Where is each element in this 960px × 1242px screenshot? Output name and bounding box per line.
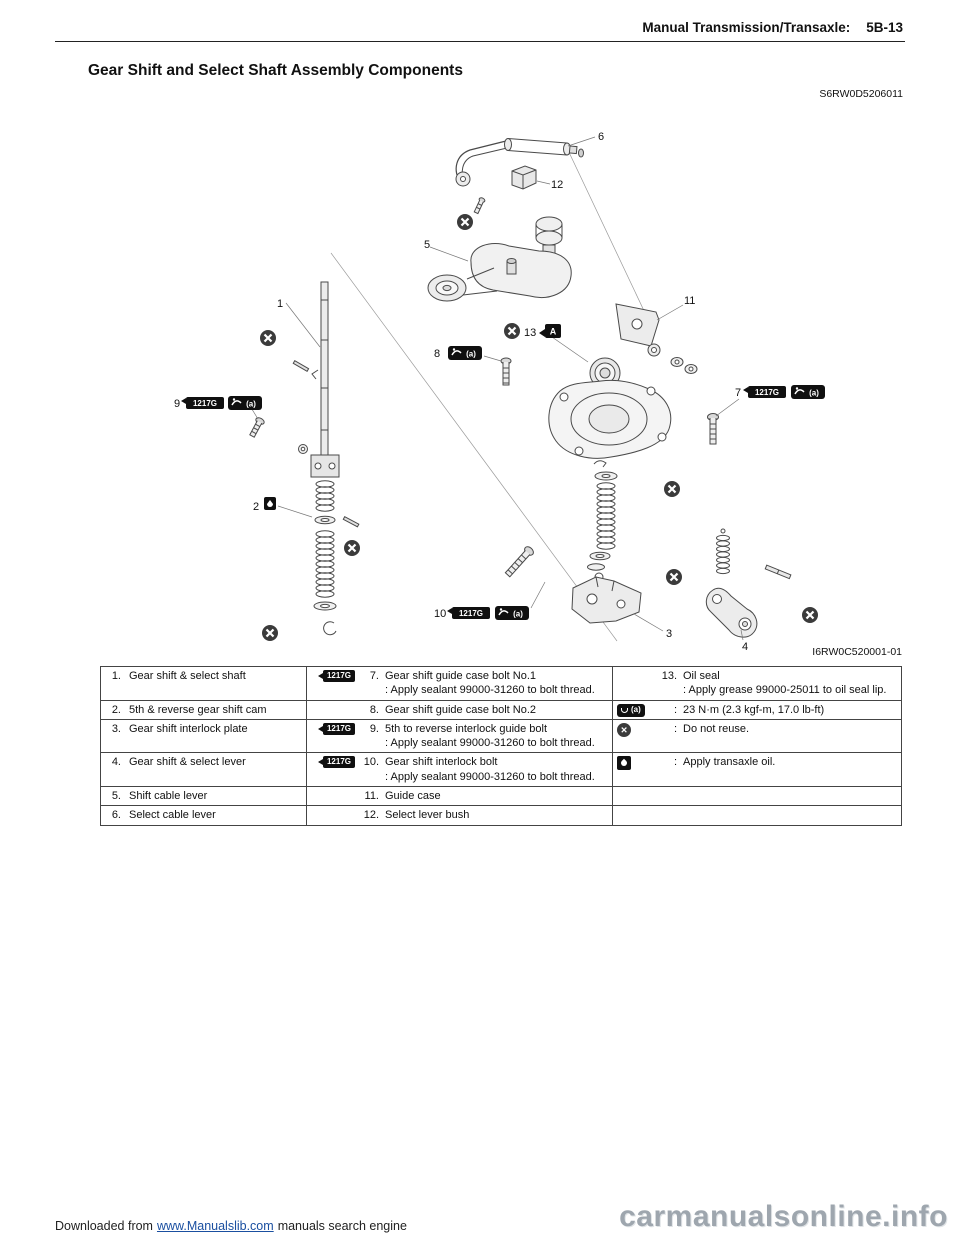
manualslib-link[interactable]: www.Manualslib.com <box>156 1219 274 1233</box>
guide-case-bolt-1 <box>501 358 511 385</box>
parts-table <box>100 666 902 826</box>
item-label: Gear shift & select shaft <box>129 670 246 682</box>
item-number: 8. <box>369 703 379 716</box>
select-lever-bush <box>512 166 536 189</box>
item-number: 3. <box>111 722 121 735</box>
table-row <box>101 752 901 786</box>
item-label: Gear shift & select lever <box>129 756 246 769</box>
transaxle-oil-icon <box>617 756 631 770</box>
interlock-guide-bolt <box>248 416 265 438</box>
item-number: 7. <box>369 670 379 682</box>
guide-case-bolt-2 <box>708 414 719 445</box>
item-label: Gear shift interlock plate <box>129 722 248 735</box>
item-number: 5. <box>111 790 121 803</box>
do-not-reuse-icon <box>666 569 682 585</box>
item-number: 13. <box>661 670 677 682</box>
grease-icon <box>448 346 482 360</box>
callout-6: 6 <box>598 131 605 143</box>
torque-spec: 23 N·m (2.3 kgf-m, 17.0 lb-ft) <box>683 703 825 716</box>
item-note: : Apply sealant 99000-31260 to bolt thread. <box>385 684 595 697</box>
grease-icon <box>228 396 262 410</box>
guide-case <box>549 304 697 458</box>
do-not-reuse-icon <box>457 214 473 230</box>
callout-3: 3 <box>666 628 673 640</box>
item-label: Select lever bush <box>385 809 470 822</box>
detent-spring-assembly <box>588 461 618 581</box>
item-label: Oil seal <box>683 670 720 682</box>
footer-prefix: Downloaded from <box>55 1219 153 1233</box>
gear-shift-select-shaft <box>293 282 339 477</box>
callout-10: 10 <box>434 608 447 620</box>
sealant-icon <box>181 397 224 409</box>
table-row <box>101 667 901 700</box>
shift-cable-lever <box>428 217 571 301</box>
oil-a-icon <box>539 324 561 338</box>
item-label: Select cable lever <box>129 809 216 822</box>
callout-7: 7 <box>735 387 742 399</box>
sealant-label: 1217G <box>326 723 351 733</box>
item-label: 5th to reverse interlock guide bolt <box>385 722 548 735</box>
item-number: 6. <box>111 809 121 822</box>
header-rule <box>55 41 905 42</box>
table-row <box>101 805 901 824</box>
callout-numbers <box>174 131 748 653</box>
small-screw <box>473 197 485 214</box>
callout-1: 1 <box>277 298 284 310</box>
item-note: : Apply sealant 99000-31260 to bolt thread. <box>385 737 595 750</box>
item-label: 5th & reverse gear shift cam <box>129 703 267 716</box>
item-number: 11. <box>364 790 379 803</box>
item-label: Shift cable lever <box>129 790 208 803</box>
transaxle-oil-icon <box>264 497 276 510</box>
callout-9: 9 <box>174 398 181 410</box>
item-number: 9. <box>369 722 379 735</box>
watermark: carmanualsonline.info <box>619 1200 948 1233</box>
item-label: Gear shift interlock bolt <box>385 756 498 769</box>
separator: : <box>673 722 677 735</box>
sealant-label: 1217G <box>326 757 351 767</box>
sealant-icon <box>323 756 355 768</box>
sealant-icon-tip <box>318 759 323 765</box>
do-not-reuse-icon <box>504 323 520 339</box>
shaft-springs-and-washers <box>314 481 359 635</box>
item-number: 12. <box>363 809 379 822</box>
do-not-reuse-icon: ✕ <box>617 723 631 737</box>
item-note: : Apply grease 99000-25011 to oil seal lip. <box>683 684 887 697</box>
header-page-code: 5B-13 <box>866 20 903 35</box>
header-title: Manual Transmission/Transaxle: <box>642 20 851 35</box>
figure-code: I6RW0C520001-01 <box>812 646 902 658</box>
gear-shift-select-lever <box>706 529 791 637</box>
item-note: : Apply sealant 99000-31260 to bolt thread. <box>385 770 595 783</box>
sealant-icon <box>743 386 786 398</box>
parts <box>248 139 791 638</box>
item-number: 1. <box>111 670 121 682</box>
grease-label: (a) <box>631 705 641 715</box>
table-row <box>101 719 901 753</box>
callout-5: 5 <box>424 239 431 251</box>
do-not-reuse-icon <box>802 607 818 623</box>
callout-8: 8 <box>434 348 441 360</box>
callout-13: 13 <box>524 327 537 339</box>
item-note: Apply transaxle oil. <box>683 756 776 769</box>
table-row <box>101 700 901 719</box>
section-ref-code: S6RW0D5206011 <box>819 88 903 100</box>
sealant-icon-tip <box>318 673 323 679</box>
grease-icon <box>617 704 645 717</box>
sealant-icon-tip <box>318 726 323 732</box>
section-title: Gear Shift and Select Shaft Assembly Components <box>88 62 463 79</box>
callout-4: 4 <box>742 641 749 653</box>
do-not-reuse-icon <box>262 625 278 641</box>
callout-11: 11 <box>684 295 696 307</box>
sealant-icon <box>323 670 355 682</box>
item-label: Gear shift guide case bolt No.2 <box>385 703 537 716</box>
grease-icon <box>791 385 825 399</box>
exploded-diagram <box>0 105 960 665</box>
do-not-reuse-icon <box>344 540 360 556</box>
sealant-icon <box>447 607 490 619</box>
do-not-reuse-icon <box>260 330 276 346</box>
gear-shift-interlock-bolt <box>504 545 535 578</box>
item-label: Guide case <box>385 790 441 803</box>
item-number: 10. <box>363 756 379 769</box>
item-label: Gear shift guide case bolt No.1 <box>385 670 537 682</box>
table-row <box>101 786 901 805</box>
oil-drop <box>620 759 628 767</box>
page-header <box>642 20 903 35</box>
separator: : <box>673 703 677 716</box>
item-number: 2. <box>111 703 121 716</box>
do-not-reuse-icon <box>664 481 680 497</box>
grease-icon-scoop <box>621 708 628 713</box>
sealant-label: 1217G <box>326 671 351 680</box>
grease-icon <box>495 606 529 620</box>
sealant-icon <box>323 723 355 735</box>
footer <box>55 1219 411 1233</box>
gear-shift-interlock-plate <box>572 577 641 623</box>
separator: : <box>673 756 677 769</box>
footer-suffix: manuals search engine <box>277 1219 407 1233</box>
item-number: 4. <box>111 756 121 769</box>
callout-12: 12 <box>551 179 564 191</box>
item-note: Do not reuse. <box>683 722 750 735</box>
callout-2: 2 <box>253 501 260 513</box>
